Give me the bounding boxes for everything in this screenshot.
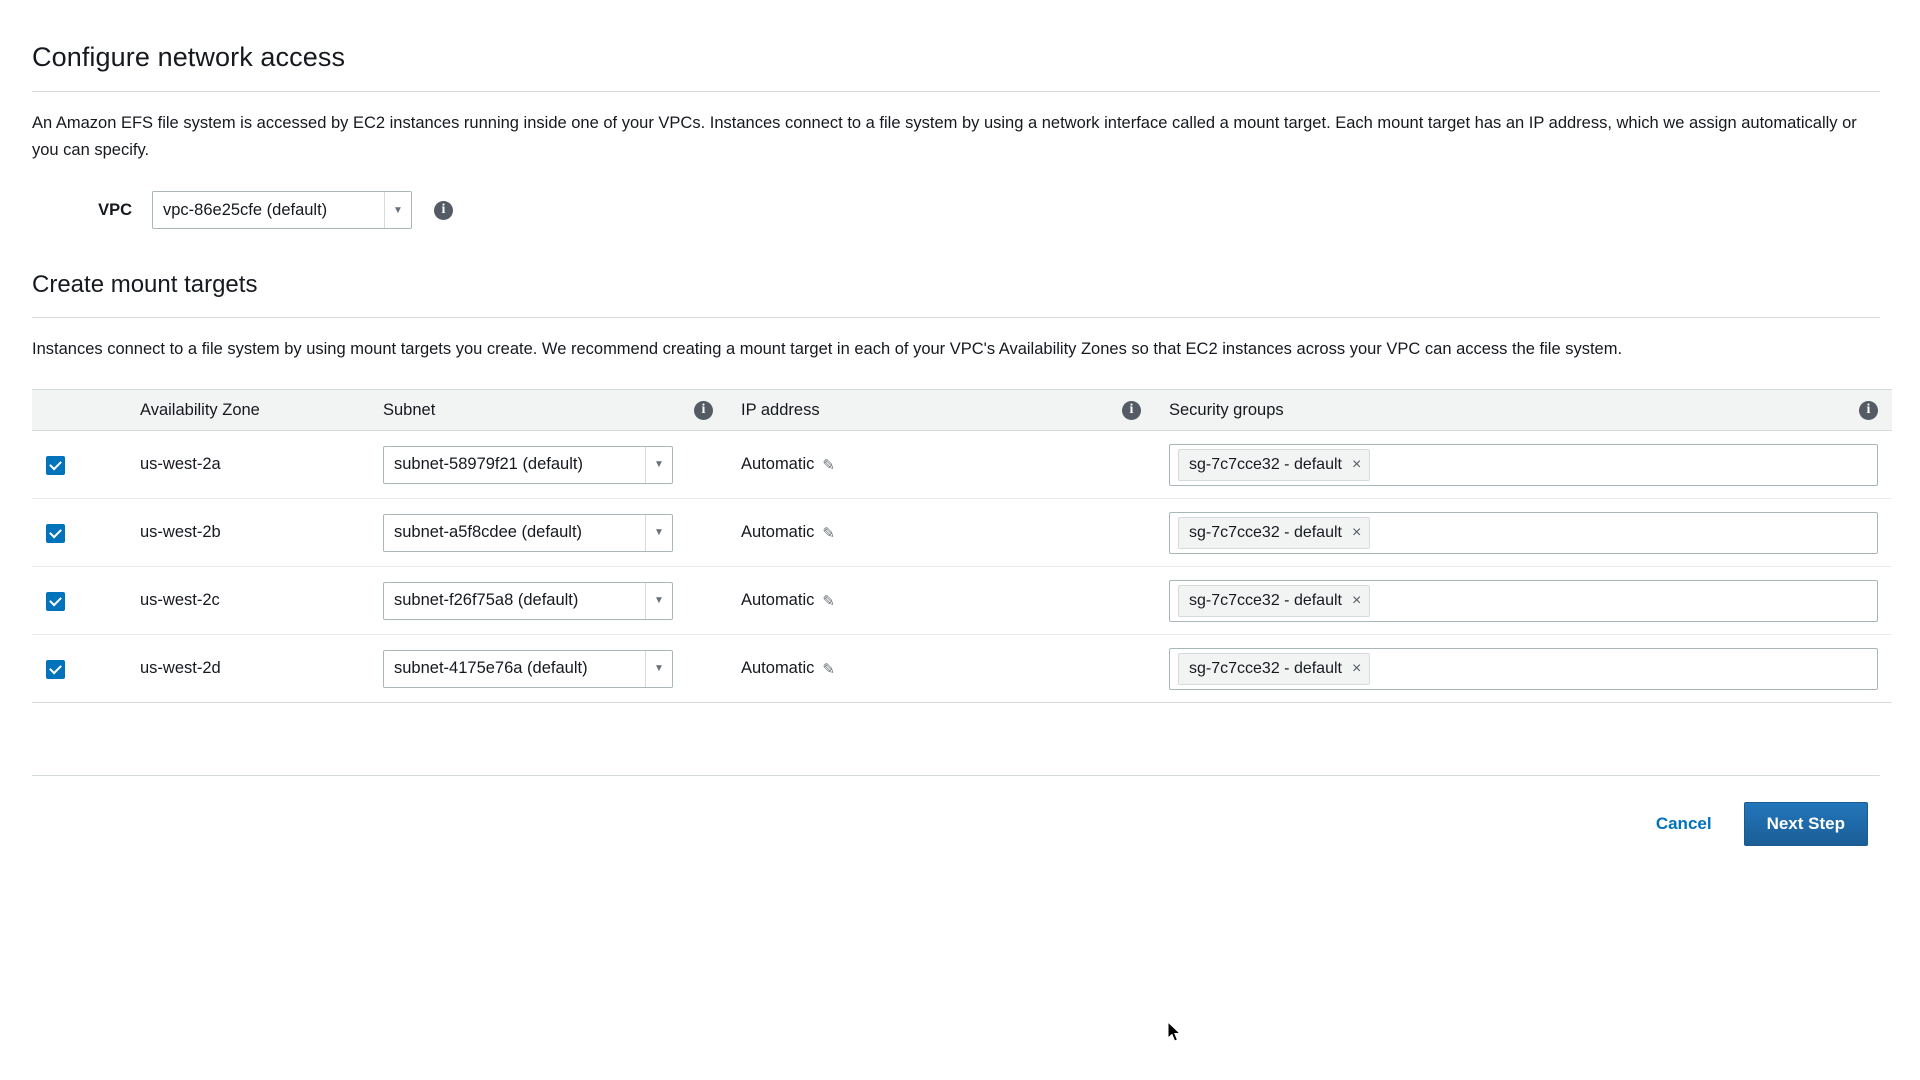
security-group-token bbox=[1178, 653, 1370, 685]
column-header-subnet-label: Subnet bbox=[383, 400, 436, 419]
row-select-cell bbox=[32, 635, 126, 703]
security-groups-input[interactable] bbox=[1169, 580, 1878, 622]
row-select-cell bbox=[32, 499, 126, 567]
row-ip-cell bbox=[727, 567, 1155, 635]
info-icon-ip-address[interactable]: i bbox=[1122, 401, 1141, 420]
column-header-security-groups-label: Security groups bbox=[1169, 400, 1284, 419]
row-security-groups-cell bbox=[1155, 635, 1892, 703]
info-icon[interactable]: i bbox=[434, 201, 453, 220]
row-select-cell bbox=[32, 567, 126, 635]
close-icon[interactable]: × bbox=[1351, 659, 1362, 677]
ip-address-value: Automatic bbox=[741, 591, 815, 610]
row-subnet-cell bbox=[369, 431, 727, 499]
vpc-selected-value: vpc-86e25cfe (default) bbox=[163, 200, 328, 219]
subnet-selected-value: subnet-f26f75a8 (default) bbox=[394, 591, 579, 610]
chevron-down-icon: ▼ bbox=[645, 447, 672, 483]
pencil-icon[interactable]: ✎ bbox=[822, 592, 835, 610]
next-step-button[interactable]: Next Step bbox=[1744, 802, 1868, 846]
pencil-icon[interactable]: ✎ bbox=[822, 456, 835, 474]
subnet-selected-value: subnet-58979f21 (default) bbox=[394, 455, 583, 474]
security-group-token bbox=[1178, 449, 1370, 481]
page-description: An Amazon EFS file system is accessed by EC2 instances running inside one of your VPCs. Instances connect to a file system by using a network interface called a mount target. Each mount target has an IP address, which we assign automatically or you can specify. bbox=[32, 114, 1857, 159]
subnet-selected-value: subnet-4175e76a (default) bbox=[394, 659, 588, 678]
table-row bbox=[32, 567, 1892, 635]
table-header-row bbox=[32, 390, 1892, 431]
footer-divider bbox=[32, 775, 1880, 776]
pencil-icon[interactable]: ✎ bbox=[822, 524, 835, 542]
mount-targets-divider bbox=[32, 317, 1880, 318]
create-mount-targets-title: Create mount targets bbox=[32, 271, 258, 299]
close-icon[interactable]: × bbox=[1351, 523, 1362, 541]
pencil-icon[interactable]: ✎ bbox=[822, 660, 835, 678]
subnet-select[interactable] bbox=[383, 446, 673, 484]
vpc-label: VPC bbox=[98, 200, 132, 219]
row-ip-cell bbox=[727, 499, 1155, 567]
row-availability-zone: us-west-2b bbox=[126, 499, 369, 567]
info-icon-subnet[interactable]: i bbox=[694, 401, 713, 420]
vpc-select[interactable] bbox=[152, 191, 412, 229]
security-group-label: sg-7c7cce32 - default bbox=[1189, 591, 1342, 609]
mouse-cursor bbox=[1168, 1022, 1184, 1044]
row-security-groups-cell bbox=[1155, 567, 1892, 635]
security-group-label: sg-7c7cce32 - default bbox=[1189, 523, 1342, 541]
chevron-down-icon: ▼ bbox=[384, 192, 411, 228]
security-groups-input[interactable] bbox=[1169, 648, 1878, 690]
footer-actions bbox=[32, 802, 1880, 846]
subnet-select[interactable] bbox=[383, 582, 673, 620]
row-subnet-cell bbox=[369, 499, 727, 567]
row-checkbox[interactable] bbox=[46, 456, 65, 475]
subnet-selected-value: subnet-a5f8cdee (default) bbox=[394, 523, 583, 542]
mount-targets-description: Instances connect to a file system by using mount targets you create. We recommend creating a mount target in each of your VPC's Availability Zones so that EC2 instances across your VPC can access the file system. bbox=[32, 340, 1623, 359]
subnet-select[interactable] bbox=[383, 514, 673, 552]
column-header-subnet bbox=[369, 390, 727, 431]
column-header-ip-address bbox=[727, 390, 1155, 431]
chevron-down-icon: ▼ bbox=[645, 515, 672, 551]
row-security-groups-cell bbox=[1155, 499, 1892, 567]
security-group-label: sg-7c7cce32 - default bbox=[1189, 455, 1342, 473]
row-ip-cell bbox=[727, 635, 1155, 703]
row-checkbox[interactable] bbox=[46, 524, 65, 543]
vpc-row bbox=[32, 191, 1880, 229]
ip-address-value: Automatic bbox=[741, 659, 815, 678]
ip-address-value: Automatic bbox=[741, 455, 815, 474]
row-checkbox[interactable] bbox=[46, 660, 65, 679]
row-subnet-cell bbox=[369, 635, 727, 703]
cancel-button[interactable]: Cancel bbox=[1650, 806, 1718, 842]
row-subnet-cell bbox=[369, 567, 727, 635]
close-icon[interactable]: × bbox=[1351, 455, 1362, 473]
row-select-cell bbox=[32, 431, 126, 499]
security-groups-input[interactable] bbox=[1169, 444, 1878, 486]
row-security-groups-cell bbox=[1155, 431, 1892, 499]
close-icon[interactable]: × bbox=[1351, 591, 1362, 609]
row-availability-zone: us-west-2d bbox=[126, 635, 369, 703]
row-availability-zone: us-west-2c bbox=[126, 567, 369, 635]
subnet-select[interactable] bbox=[383, 650, 673, 688]
row-ip-cell bbox=[727, 431, 1155, 499]
title-divider bbox=[32, 91, 1880, 92]
ip-address-value: Automatic bbox=[741, 523, 815, 542]
column-header-availability-zone: Availability Zone bbox=[126, 390, 369, 431]
row-availability-zone: us-west-2a bbox=[126, 431, 369, 499]
table-row bbox=[32, 499, 1892, 567]
row-checkbox[interactable] bbox=[46, 592, 65, 611]
security-group-token bbox=[1178, 585, 1370, 617]
table-row bbox=[32, 635, 1892, 703]
security-group-label: sg-7c7cce32 - default bbox=[1189, 659, 1342, 677]
security-groups-input[interactable] bbox=[1169, 512, 1878, 554]
column-header-security-groups bbox=[1155, 390, 1892, 431]
mount-targets-table bbox=[32, 389, 1892, 703]
security-group-token bbox=[1178, 517, 1370, 549]
column-header-ip-address-label: IP address bbox=[741, 400, 820, 419]
table-row bbox=[32, 431, 1892, 499]
page-title: Configure network access bbox=[32, 42, 346, 72]
chevron-down-icon: ▼ bbox=[645, 583, 672, 619]
info-icon-security-groups[interactable]: i bbox=[1859, 401, 1878, 420]
column-header-select bbox=[32, 390, 126, 431]
chevron-down-icon: ▼ bbox=[645, 651, 672, 687]
